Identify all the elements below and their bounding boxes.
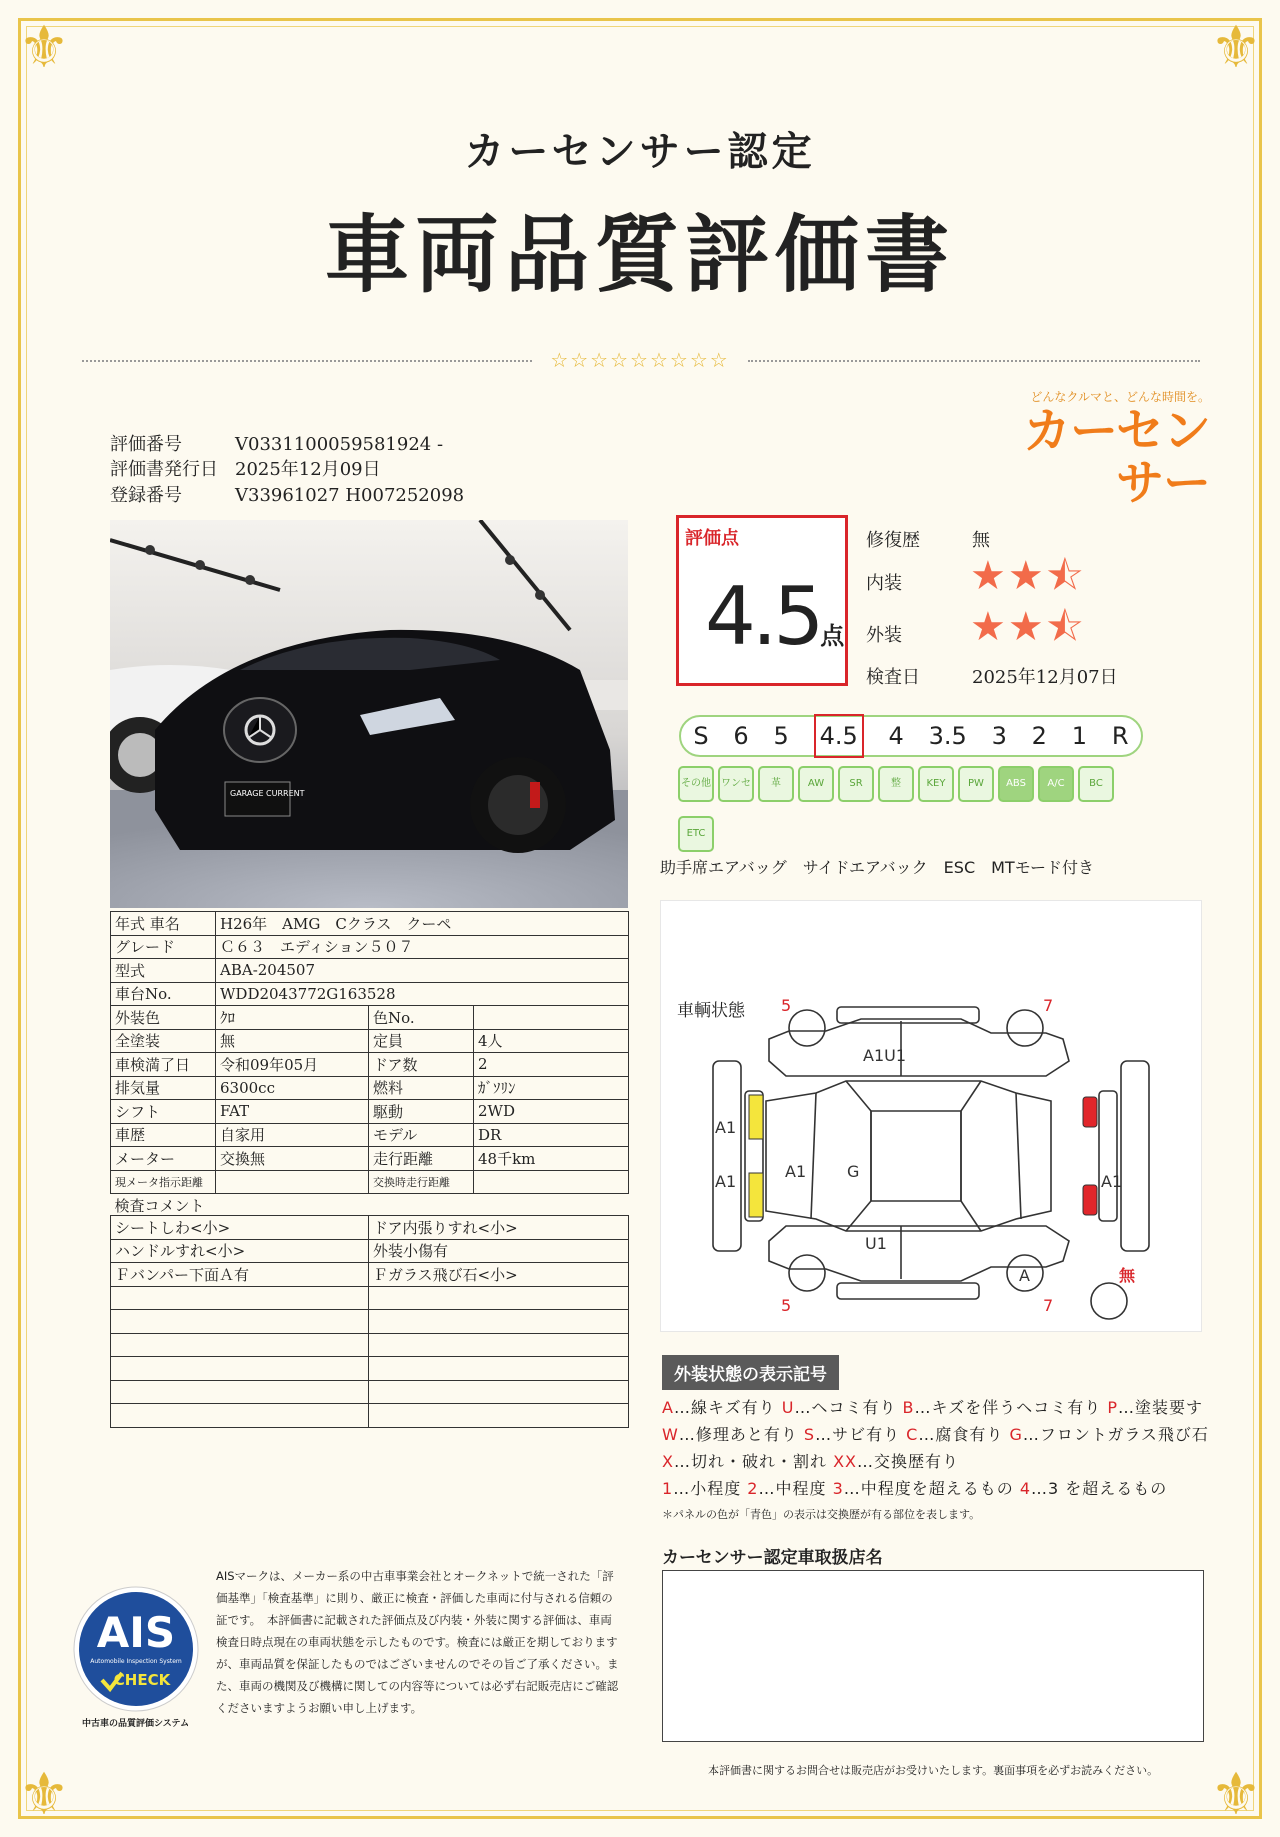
- comment-cell: ハンドルすれ<小>: [111, 1239, 369, 1263]
- corner-ornament-icon: ⚜: [18, 1760, 70, 1828]
- mark: A1: [715, 1118, 737, 1137]
- legend-meaning: …修理あと有り: [678, 1425, 804, 1444]
- legend-meaning: …3 を超えるもの: [1031, 1479, 1168, 1498]
- mark: A1U1: [863, 1046, 907, 1065]
- diagram-title: 車輌状態: [677, 1001, 745, 1021]
- comment-cell: シートしわ<小>: [111, 1216, 369, 1240]
- star-icon: ★: [970, 604, 1008, 650]
- photo-plate-text: GARAGE CURRENT: [230, 789, 305, 798]
- etc-icon: ETC: [678, 816, 714, 852]
- spec-row: [111, 912, 629, 936]
- legend-line: [662, 1449, 959, 1472]
- star-icon: ★: [1007, 604, 1046, 650]
- comment-row: [111, 1357, 629, 1381]
- registration-row: [110, 481, 464, 507]
- spec-row: [111, 935, 629, 959]
- spec-row: [111, 1170, 629, 1194]
- vehicle-spec-table: [110, 911, 629, 1217]
- comment-cell: [369, 1404, 629, 1428]
- mark: G: [847, 1162, 860, 1181]
- star-icon: ★: [970, 553, 1008, 599]
- legend-meaning: …サビ有り: [815, 1425, 907, 1444]
- spec-label: 燃料: [369, 1076, 474, 1100]
- legend-symbol: 2: [747, 1479, 759, 1498]
- legend-line: [662, 1422, 1209, 1445]
- legend-symbol: B: [902, 1398, 915, 1417]
- legend-meaning: …中程度: [758, 1479, 833, 1498]
- spec-row: [111, 982, 629, 1006]
- grade-scale-item: 6: [733, 722, 749, 750]
- legend-meaning: …切れ・破れ・割れ: [673, 1452, 834, 1471]
- check-date-label: 検査日: [866, 667, 920, 688]
- legend-meaning: …小程度: [673, 1479, 748, 1498]
- star-icon: ⯪: [1045, 604, 1086, 650]
- document-title: 車両品質評価書: [324, 205, 955, 304]
- mark: U1: [865, 1234, 887, 1253]
- spec-row: [111, 959, 629, 983]
- comment-cell: [111, 1310, 369, 1334]
- spec-label: 年式 車名: [111, 912, 216, 936]
- taillight-left: [1083, 1097, 1097, 1127]
- spec-label: 外装色: [111, 1006, 216, 1030]
- legend-title: 外装状態の表示記号: [662, 1355, 839, 1390]
- legend-symbol: XX: [833, 1452, 857, 1471]
- mark: A1: [785, 1162, 807, 1181]
- legend-meaning: …中程度を超えるもの: [843, 1479, 1020, 1498]
- spec-row: [111, 1147, 629, 1171]
- registration-number: V33961027 H007252098: [235, 485, 465, 506]
- grade-scale-item: 4: [888, 722, 904, 750]
- grade-scale-item: S: [693, 722, 709, 750]
- ais-caption: 中古車の品質評価システム: [82, 1719, 190, 1729]
- comment-heading: 検査コメント: [114, 1197, 205, 1215]
- comment-row: [111, 1286, 629, 1310]
- spec-label: 走行距離: [369, 1147, 474, 1171]
- spec-value: ABA-204507: [216, 959, 629, 983]
- corner-ornament-icon: ⚜: [1210, 1760, 1262, 1828]
- spec-value: 6300cc: [216, 1076, 369, 1100]
- check-date-value: 2025年12月07日: [972, 667, 1118, 688]
- spec-label: 車台No.: [111, 982, 216, 1006]
- vehicle-condition-diagram: [660, 900, 1202, 1332]
- legend-symbol: 3: [832, 1479, 844, 1498]
- score-label: 評価点: [685, 528, 739, 549]
- spec-value: WDD2043772G163528: [216, 982, 629, 1006]
- comment-cell: [111, 1357, 369, 1381]
- mark: 7: [1043, 1296, 1054, 1315]
- mark: 無: [1119, 1266, 1136, 1285]
- spec-label: 排気量: [111, 1076, 216, 1100]
- grade-scale-item: 1: [1071, 722, 1088, 750]
- equipment-text: 助手席エアバッグ サイドエアバック ESC MTモード付き: [660, 858, 1095, 877]
- comment-row: [111, 1263, 629, 1287]
- legend-meaning: …腐食有り: [918, 1425, 1010, 1444]
- legend-symbol: 4: [1019, 1479, 1032, 1498]
- spec-label: 全塗装: [111, 1029, 216, 1053]
- comment-row: [111, 1239, 629, 1263]
- ais-check-text: CHECK: [113, 1671, 171, 1689]
- spec-row: [111, 1029, 629, 1053]
- legend-meaning: …塗装要す: [1117, 1398, 1203, 1417]
- divider-stars: ☆☆☆☆☆☆☆☆☆: [550, 348, 730, 372]
- legend-meaning: …線キズ有り: [673, 1398, 782, 1417]
- spec-value: 4人: [474, 1029, 629, 1053]
- spec-label: 定員: [369, 1029, 474, 1053]
- air-conditioner-icon: A/C: [1038, 766, 1074, 802]
- spec-value: Ｃ６３ エディション５０７: [216, 935, 629, 959]
- footer-note: 本評価書に関するお問合せは販売店がお受けいたします。裏面事項を必ずお読みください。: [708, 1764, 1159, 1777]
- interior-label: 内装: [866, 573, 902, 594]
- mark: A1: [715, 1172, 737, 1191]
- vehicle-photo: [110, 520, 628, 908]
- spec-label: 車検満了日: [111, 1053, 216, 1077]
- grade-scale-item: 3: [991, 722, 1007, 750]
- issue-date-label: 評価書発行日: [110, 459, 218, 480]
- dealer-title: カーセンサー認定車取扱店名: [662, 1548, 883, 1568]
- exterior-label: 外装: [866, 625, 902, 646]
- legend-symbol: A: [662, 1398, 674, 1417]
- damage-highlight-front-right: [749, 1173, 763, 1217]
- spare-tire: [1091, 1283, 1127, 1319]
- legend-note: ＊パネルの色が「青色」の表示は交換歴が有る部位を表します。: [662, 1508, 981, 1521]
- spec-label: メーター: [111, 1147, 216, 1171]
- comment-cell: [369, 1310, 629, 1334]
- grade-scale-item: 5: [773, 722, 789, 750]
- comment-cell: [369, 1286, 629, 1310]
- spec-row: [111, 1100, 629, 1124]
- taillight-right: [1083, 1185, 1097, 1215]
- eval-number: V0331100059581924 -: [235, 434, 444, 455]
- spec-row: [111, 1053, 629, 1077]
- legend-meaning: …交換歴有り: [856, 1452, 959, 1471]
- ais-logo-text: AIS: [96, 1608, 176, 1657]
- damage-highlight-front-left: [749, 1095, 763, 1139]
- eval-number-row: [110, 430, 443, 456]
- spec-label: 現メータ指示距離: [111, 1170, 216, 1194]
- legend-symbol: U: [781, 1398, 795, 1417]
- logo-tagline: どんなクルマと、どんな時間を。: [1030, 390, 1210, 404]
- tv-icon: ワンセ: [718, 766, 754, 802]
- score-value: 4.5: [705, 570, 821, 663]
- legend-symbol: S: [803, 1425, 816, 1444]
- spec-label: 型式: [111, 959, 216, 983]
- spec-label: 色No.: [369, 1006, 474, 1030]
- legend-meaning: …フロントガラス飛び石: [1022, 1425, 1209, 1444]
- spec-value: 交換無: [216, 1147, 369, 1171]
- comment-header-row: [111, 1194, 629, 1218]
- comment-cell: 外装小傷有: [369, 1239, 629, 1263]
- maintenance-record-icon: 整: [878, 766, 914, 802]
- comment-cell: [111, 1286, 369, 1310]
- registration-label: 登録番号: [110, 485, 182, 506]
- comment-row: [111, 1333, 629, 1357]
- leather-seat-icon: 革: [758, 766, 794, 802]
- navi-icon: その他: [678, 766, 714, 802]
- comment-cell: [369, 1357, 629, 1381]
- comment-row: [111, 1404, 629, 1428]
- eval-number-label: 評価番号: [110, 434, 182, 455]
- legend-line: [662, 1476, 1167, 1499]
- spec-value: ｶﾞｿﾘﾝ: [474, 1076, 629, 1100]
- ais-logo-sub: Automobile Inspection System: [90, 1658, 182, 1665]
- spec-label: シフト: [111, 1100, 216, 1124]
- score-value-wrap: [705, 570, 844, 663]
- comment-cell: [111, 1404, 369, 1428]
- score-unit: 点: [820, 622, 845, 650]
- spec-value: ｸﾛ: [216, 1006, 369, 1030]
- spec-value: 2: [474, 1053, 629, 1077]
- spec-label: モデル: [369, 1123, 474, 1147]
- spec-value: 無: [216, 1029, 369, 1053]
- spec-label: 車歴: [111, 1123, 216, 1147]
- corner-ornament-icon: ⚜: [18, 13, 70, 81]
- exterior-rating: [970, 604, 1086, 650]
- legend-line: [662, 1395, 1203, 1418]
- comment-row: [111, 1380, 629, 1404]
- comment-cell: [369, 1333, 629, 1357]
- document-subtitle: カーセンサー認定: [464, 128, 816, 175]
- legend-symbol: G: [1009, 1425, 1023, 1444]
- spec-row: [111, 1076, 629, 1100]
- logo-brand: カーセンサー: [1022, 403, 1210, 511]
- spec-value: 48千km: [474, 1147, 629, 1171]
- corner-ornament-icon: ⚜: [1210, 13, 1262, 81]
- ais-logo: [72, 1585, 200, 1713]
- spec-value: FAT: [216, 1100, 369, 1124]
- spec-value: [216, 1170, 369, 1194]
- spec-value: 2WD: [474, 1100, 629, 1124]
- spec-label: 駆動: [369, 1100, 474, 1124]
- spec-row: [111, 1006, 629, 1030]
- grade-scale-item: 2: [1031, 722, 1047, 750]
- comment-cell: [111, 1333, 369, 1357]
- legend-meaning: …ヘコミ有り: [794, 1398, 903, 1417]
- grade-scale: [679, 715, 1143, 757]
- spec-label: グレード: [111, 935, 216, 959]
- abs-icon: ABS: [998, 766, 1034, 802]
- comment-row: [111, 1216, 629, 1240]
- legend-symbol: W: [662, 1425, 679, 1444]
- repair-history-value: 無: [972, 530, 990, 551]
- issue-date: 2025年12月09日: [235, 459, 381, 480]
- mark: 5: [781, 996, 792, 1015]
- mark: A: [1019, 1266, 1030, 1285]
- spec-value: DR: [474, 1123, 629, 1147]
- spec-label: 交換時走行距離: [369, 1170, 474, 1194]
- spec-value: [474, 1006, 629, 1030]
- grade-scale-item: R: [1111, 722, 1129, 750]
- spec-value: 令和09年05月: [216, 1053, 369, 1077]
- comment-cell: Ｆバンパー下面Ａ有: [111, 1263, 369, 1287]
- mark: 5: [781, 1296, 792, 1315]
- star-icon: ★: [1007, 553, 1046, 599]
- legend-symbol: X: [662, 1452, 674, 1471]
- spec-value: 自家用: [216, 1123, 369, 1147]
- grade-scale-item: 3.5: [928, 722, 967, 750]
- legend-meaning: …キズを伴うヘコミ有り: [914, 1398, 1108, 1417]
- ais-description: AISマークは、メーカー系の中古車事業会社とオークネットで統一された「評価基準」「検査基準」に則り、厳正に検査・評価した車両に付与される信頼の証です。 本評価書に記載された評価点及び内装・外装に関する評価は、車両検査日時点現在の車両状態を示したものです。検査には厳正を期しておりますが、車両品質を保証したものではございませんのでその旨ご了承ください。また、車両の機関及び機構に関しての内容等については必ず右記販売店にご確認くださいますようお願い申し上げます。: [216, 1569, 619, 1715]
- spec-row: [111, 1123, 629, 1147]
- star-icon: ⯪: [1045, 553, 1086, 599]
- score-box: [676, 515, 848, 686]
- sunroof-icon: SR: [838, 766, 874, 802]
- smart-key-icon: KEY: [918, 766, 954, 802]
- alloy-wheel-icon: AW: [798, 766, 834, 802]
- issue-date-row: [110, 455, 381, 481]
- equipment-icons: [678, 766, 1148, 866]
- divider: [82, 360, 532, 362]
- legend-symbol: P: [1107, 1398, 1118, 1417]
- legend-symbol: C: [906, 1425, 919, 1444]
- power-window-icon: PW: [958, 766, 994, 802]
- diagram-marks: [715, 996, 1136, 1315]
- back-camera-icon: BC: [1078, 766, 1114, 802]
- comment-cell: [111, 1380, 369, 1404]
- spec-value: H26年 AMG Cクラス クーペ: [216, 912, 629, 936]
- inspection-comments-table: [110, 1215, 629, 1428]
- car-outline: [713, 1007, 1149, 1299]
- divider: [748, 360, 1200, 362]
- grade-scale-item: 4.5: [814, 714, 864, 758]
- repair-history-label: 修復歴: [866, 530, 920, 551]
- interior-rating: [970, 553, 1086, 599]
- mark: A1: [1101, 1172, 1123, 1191]
- legend-symbol: 1: [662, 1479, 674, 1498]
- mark: 7: [1043, 996, 1054, 1015]
- comment-cell: ドア内張りすれ<小>: [369, 1216, 629, 1240]
- spec-value: [474, 1170, 629, 1194]
- spec-label: ドア数: [369, 1053, 474, 1077]
- comment-cell: Ｆガラス飛び石<小>: [369, 1263, 629, 1287]
- dealer-box: [662, 1570, 1204, 1742]
- comment-row: [111, 1310, 629, 1334]
- carsensor-logo: [1000, 388, 1210, 509]
- comment-cell: [369, 1380, 629, 1404]
